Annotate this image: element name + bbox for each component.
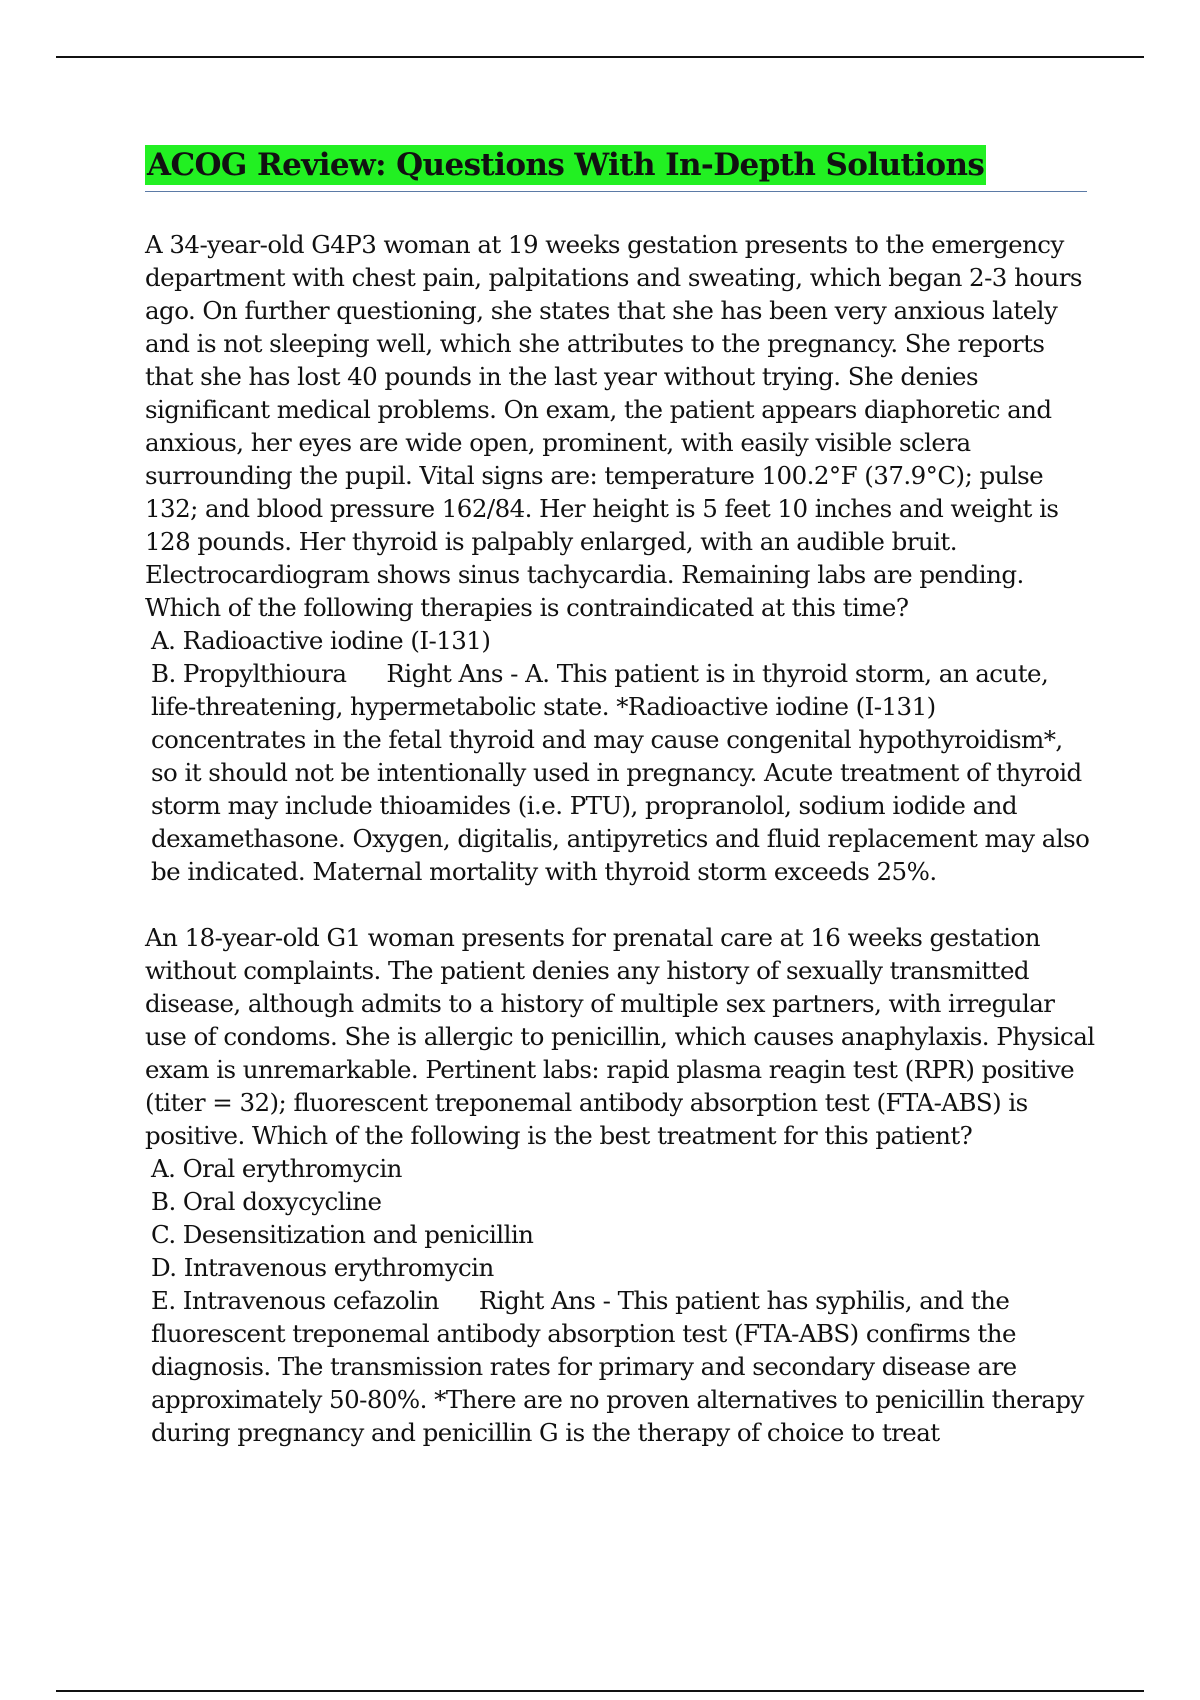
header-rule <box>56 56 1144 58</box>
answer-option: D. Intravenous erythromycin <box>151 1253 494 1282</box>
question-block-1 <box>145 228 1095 888</box>
page-title: ACOG Review: Questions With In-Depth Solutions <box>147 147 985 183</box>
answer-option: B. Oral doxycycline <box>151 1187 382 1216</box>
answer-option: A. Radioactive iodine (I-131) <box>151 626 491 655</box>
question-stem: A 34-year-old G4P3 woman at 19 weeks gestation presents to the emergency department with chest pain, palpitations and sweating, which began 2-3 hours ago. On further questioning, she states that she has been very anxious lately and is not sleeping well, which she attributes to the pregnancy. She reports that she has lost 40 pounds in the last year without trying. She denies significant medical problems. On exam, the patient appears diaphoretic and anxious, her eyes are wide open, prominent, with easily visible sclera surrounding the pupil. Vital signs are: temperature 100.2°F (37.9°C); pulse 132; and blood pressure 162/84. Her height is 5 feet 10 inches and weight is 128 pounds. Her thyroid is palpably enlarged, with an audible bruit. Electrocardiogram shows sinus tachycardia. Remaining labs are pending. Which of the following therapies is contraindicated at this time? <box>145 230 1082 622</box>
answer-option-with-solution <box>145 1284 1095 1449</box>
answer-option: E. Intravenous cefazolin <box>151 1286 439 1315</box>
title-underline <box>145 145 1087 192</box>
footer-rule <box>56 1690 1144 1692</box>
answer-option-with-solution <box>145 657 1095 888</box>
answer-option: C. Desensitization and penicillin <box>151 1220 534 1249</box>
question-block-2 <box>145 921 1095 1449</box>
answer-option: B. Propylthioura <box>151 659 347 688</box>
answer-option: A. Oral erythromycin <box>151 1154 402 1183</box>
answer-explanation: Right Ans - A. This patient is in thyroid storm, an acute, life-threatening, hypermetabolic state. *Radioactive iodine (I-131) concentrates in the fetal thyroid and may cause congenital hypothyroidism*, so it should not be intentionally used in pregnancy. Acute treatment of thyroid storm may include thioamides (i.e. PTU), propranolol, sodium iodide and dexamethasone. Oxygen, digitalis, antipyretics and fluid replacement may also be indicated. Maternal mortality with thyroid storm exceeds 25%. <box>151 659 1090 886</box>
document-body <box>145 228 1095 1449</box>
question-stem: An 18-year-old G1 woman presents for prenatal care at 16 weeks gestation without complaints. The patient denies any history of sexually transmitted disease, although admits to a history of multiple sex partners, with irregular use of condoms. She is allergic to penicillin, which causes anaphylaxis. Physical exam is unremarkable. Pertinent labs: rapid plasma reagin test (RPR) positive (titer = 32); fluorescent treponemal antibody absorption test (FTA-ABS) is positive. Which of the following is the best treatment for this patient? <box>145 923 1095 1150</box>
answer-explanation: Right Ans - This patient has syphilis, and the fluorescent treponemal antibody absorption test (FTA-ABS) confirms the diagnosis. The transmission rates for primary and secondary disease are approximately 50-80%. *There are no proven alternatives to penicillin therapy during pregnancy and penicillin G is the therapy of choice to treat <box>151 1286 1084 1447</box>
